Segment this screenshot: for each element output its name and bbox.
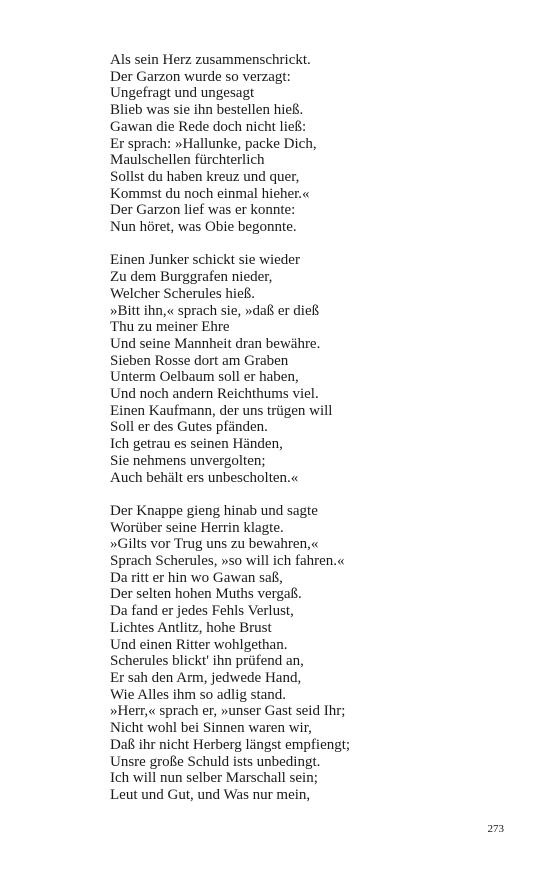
verse-line: Ungefragt und ungesagt <box>110 85 255 102</box>
verse-line: Welcher Scherules hieß. <box>110 285 255 302</box>
verse-line: Er sprach: »Hallunke, packe Dich, <box>110 135 317 152</box>
verse-line: »Bitt ihn,« sprach sie, »daß er dieß <box>110 302 320 319</box>
verse-line: Unsre große Schuld ists unbedingt. <box>110 753 321 770</box>
verse-line: Ich getrau es seinen Händen, <box>110 436 283 453</box>
verse-line: Der Garzon lief was er konnte: <box>110 202 296 219</box>
verse-line: Der Garzon wurde so verzagt: <box>110 68 291 85</box>
verse-line: Maulschellen fürchterlich <box>110 152 265 169</box>
verse-line: Sieben Rosse dort am Graben <box>110 352 289 369</box>
verse-line: Blieb was sie ihn bestellen hieß. <box>110 102 304 119</box>
verse-line: Der selten hohen Muths vergaß. <box>110 586 302 603</box>
verse-line: »Herr,« sprach er, »unser Gast seid Ihr; <box>110 703 346 720</box>
verse-line: Der Knappe gieng hinab und sagte <box>110 502 318 519</box>
verse-line: Und noch andern Reichthums viel. <box>110 386 319 403</box>
stanza <box>110 252 530 486</box>
verse-line: Nun höret, was Obie begonnte. <box>110 219 297 236</box>
verse-line: Nicht wohl bei Sinnen waren wir, <box>110 720 312 737</box>
verse-line: Wie Alles ihm so adlig stand. <box>110 686 287 703</box>
verse-line: Kommst du noch einmal hieher.« <box>110 185 310 202</box>
verse-line: Auch behält ers unbescholten.« <box>110 469 299 486</box>
page-number: 273 <box>487 823 504 835</box>
verse-line: Gawan die Rede doch nicht ließ: <box>110 118 307 135</box>
verse-line: Da fand er jedes Fehls Verlust, <box>110 603 294 620</box>
verse-line: Und seine Mannheit dran bewähre. <box>110 335 321 352</box>
verse-line: Sie nehmens unvergolten; <box>110 452 266 469</box>
verse-line: Lichtes Antlitz, hohe Brust <box>110 619 272 636</box>
verse-line: Einen Junker schickt sie wieder <box>110 252 300 269</box>
verse-line: Er sah den Arm, jedwede Hand, <box>110 669 302 686</box>
verse-line: Und einen Ritter wohlgethan. <box>110 636 288 653</box>
verse-line: Soll er des Gutes pfänden. <box>110 419 268 436</box>
verse-line: Sollst du haben kreuz und quer, <box>110 168 300 185</box>
stanza <box>110 52 530 236</box>
verse-line: »Gilts vor Trug uns zu bewahren,« <box>110 536 319 553</box>
verse-line: Als sein Herz zusammenschrickt. <box>110 52 311 68</box>
verse-line: Einen Kaufmann, der uns trügen will <box>110 402 333 419</box>
verse-line: Thu zu meiner Ehre <box>110 319 230 336</box>
verse-line: Leut und Gut, und Was nur mein, <box>110 786 311 803</box>
verse-line: Zu dem Burggrafen nieder, <box>110 269 273 286</box>
verse-line: Ich will nun selber Marschall sein; <box>110 770 318 787</box>
verse-line: Sprach Scherules, »so will ich fahren.« <box>110 553 345 570</box>
verse-line: Unterm Oelbaum soll er haben, <box>110 369 299 386</box>
verse-line: Da ritt er hin wo Gawan saß, <box>110 569 283 586</box>
poem-text <box>110 52 530 804</box>
verse-line: Worüber seine Herrin klagte. <box>110 519 284 536</box>
verse-line: Scherules blickt' ihn prüfend an, <box>110 653 304 670</box>
stanza <box>110 503 530 804</box>
verse-line: Daß ihr nicht Herberg längst empfiengt; <box>110 736 351 753</box>
